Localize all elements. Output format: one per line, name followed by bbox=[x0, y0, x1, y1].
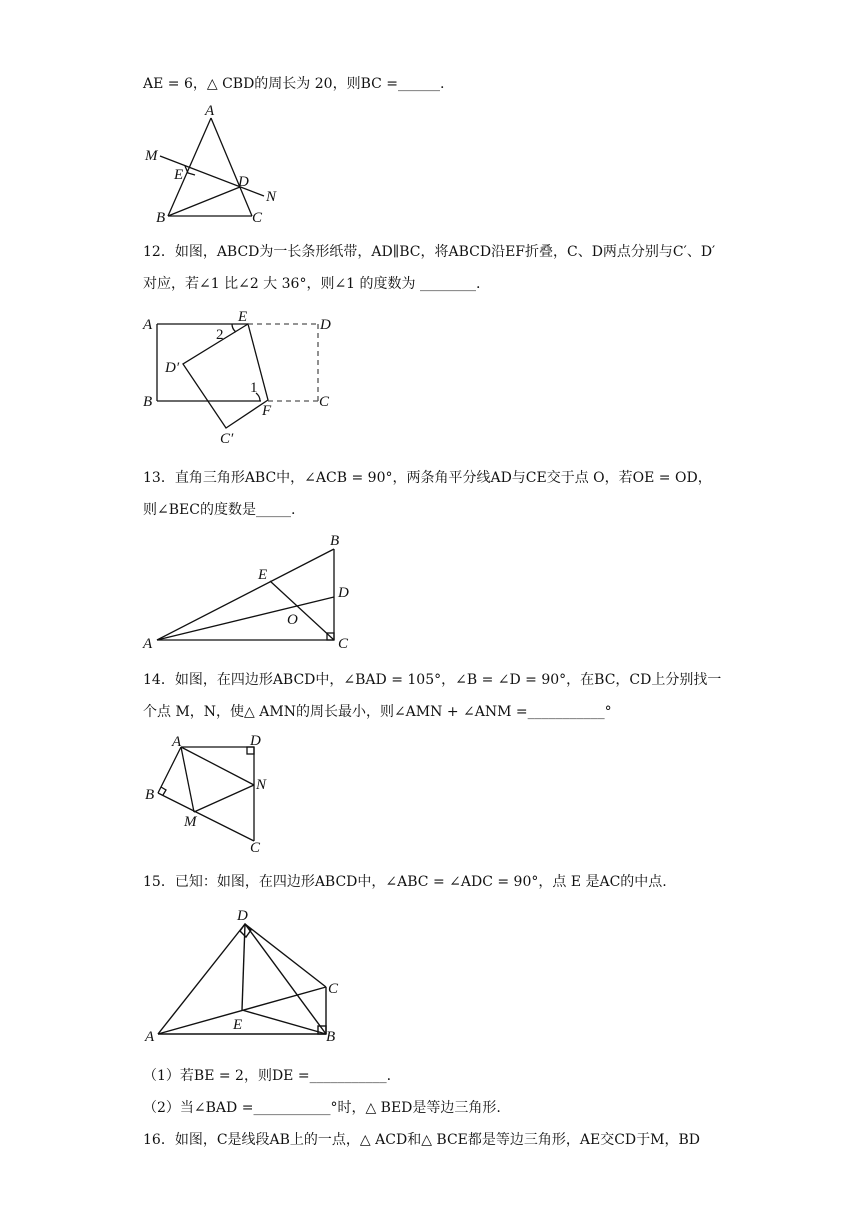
q12-line2: 对应，若∠1 比∠2 大 36°，则∠1 的度数为 ________. bbox=[143, 276, 481, 292]
label-B: B bbox=[330, 533, 340, 549]
q11-text: AE = 6，△ CBD的周长为 20，则BC =______. bbox=[143, 76, 445, 92]
label-N: N bbox=[256, 777, 267, 793]
q15-line1: 15．已知：如图，在四边形ABCD中，∠ABC = ∠ADC = 90°，点 E 是AC的中点. bbox=[143, 874, 667, 890]
label-C: C bbox=[328, 981, 339, 997]
label-F: F bbox=[262, 403, 272, 419]
label-D-prime: D′ bbox=[165, 360, 180, 376]
label-C: C bbox=[319, 394, 330, 410]
label-E: E bbox=[258, 567, 268, 583]
label-D: D bbox=[250, 733, 261, 749]
label-angle-1: 1 bbox=[250, 380, 258, 396]
q16-line1: 16．如图，C是线段AB上的一点，△ ACD和△ BCE都是等边三角形，AE交CD于M，BD bbox=[143, 1132, 700, 1148]
label-C: C bbox=[252, 210, 263, 226]
label-D: D bbox=[237, 908, 248, 924]
label-C: C bbox=[250, 840, 261, 856]
label-C: C bbox=[338, 636, 349, 652]
q15-sub2: （2）当∠BAD =___________°时，△ BED是等边三角形. bbox=[143, 1100, 501, 1116]
label-B: B bbox=[156, 210, 166, 226]
label-angle-2: 2 bbox=[216, 327, 224, 343]
figure-q11 bbox=[140, 100, 290, 228]
label-C-prime: C′ bbox=[220, 431, 234, 447]
label-E: E bbox=[238, 309, 248, 325]
label-A: A bbox=[143, 636, 153, 652]
label-B: B bbox=[145, 787, 155, 803]
label-M: M bbox=[184, 814, 197, 830]
label-M: M bbox=[145, 148, 158, 164]
label-B: B bbox=[326, 1029, 336, 1044]
label-E: E bbox=[174, 167, 184, 183]
q15-sub1: （1）若BE = 2，则DE =___________. bbox=[143, 1068, 392, 1084]
q14-line1: 14．如图，在四边形ABCD中，∠BAD = 105°，∠B = ∠D = 90°，在BC，CD上分别找一 bbox=[143, 672, 722, 688]
label-A: A bbox=[145, 1029, 155, 1044]
q12-line1: 12．如图，ABCD为一长条形纸带，AD∥BC，将ABCD沿EF折叠，C、D两点分别与C′、D′ bbox=[143, 244, 716, 260]
figure-q14 bbox=[140, 732, 270, 858]
q13-line2: 则∠BEC的度数是_____. bbox=[143, 502, 296, 518]
figure-q13 bbox=[140, 528, 360, 652]
label-A: A bbox=[143, 317, 153, 333]
label-A: A bbox=[172, 734, 182, 750]
label-E: E bbox=[233, 1017, 243, 1033]
label-A: A bbox=[205, 103, 215, 119]
figure-q15 bbox=[140, 902, 350, 1044]
q13-line1: 13．直角三角形ABC中，∠ACB = 90°，两条角平分线AD与CE交于点 O，若OE = OD， bbox=[143, 470, 712, 486]
label-O: O bbox=[287, 612, 298, 628]
label-B: B bbox=[143, 394, 153, 410]
figure-q12 bbox=[140, 306, 340, 448]
label-D: D bbox=[320, 317, 331, 333]
label-N: N bbox=[266, 189, 277, 205]
label-D: D bbox=[238, 174, 249, 190]
label-D: D bbox=[338, 585, 349, 601]
q14-line2: 个点 M，N，使△ AMN的周长最小，则∠AMN + ∠ANM =___________° bbox=[143, 704, 612, 720]
